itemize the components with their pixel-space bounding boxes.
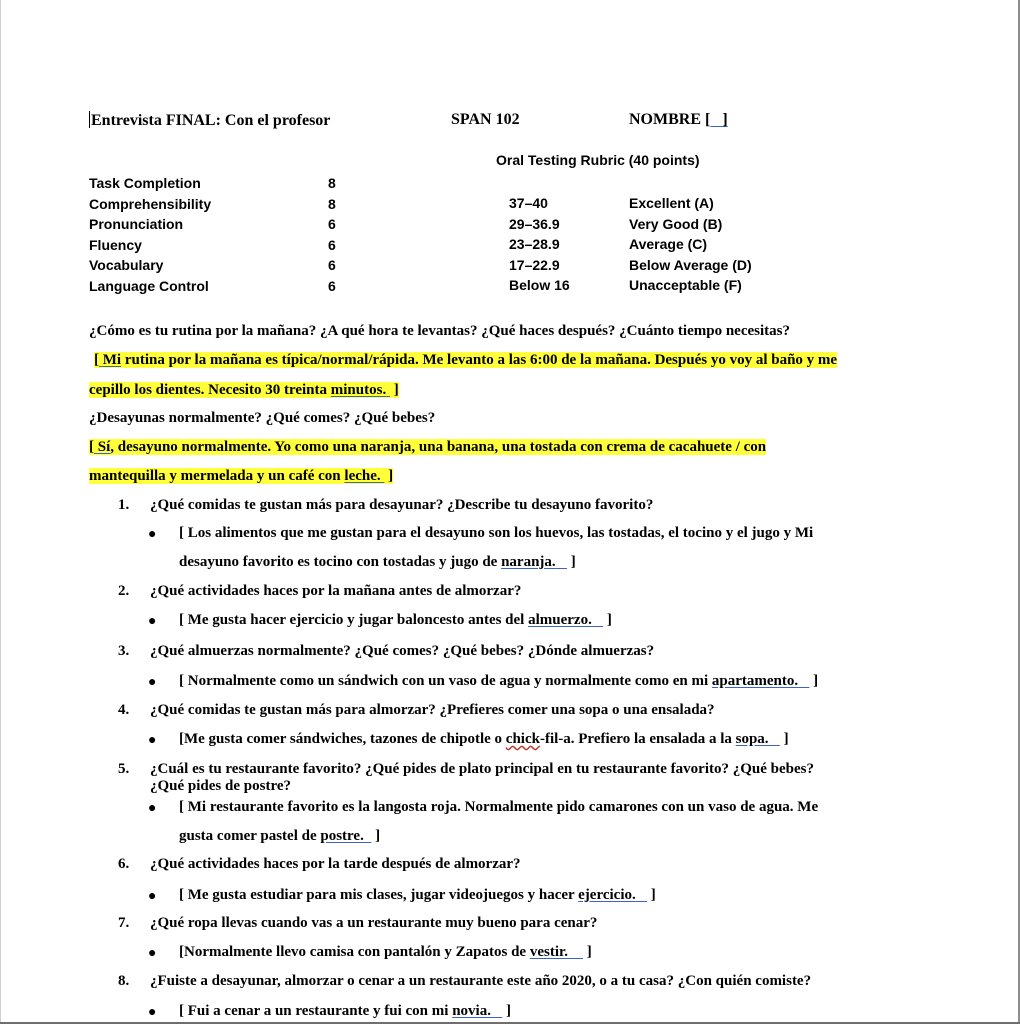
bullet-icon: ●: [148, 1005, 157, 1020]
criterion-points: 6: [328, 236, 336, 253]
answer-line[interactable]: [Normalmente llevo camisa con pantalón y Zapatos de vestir. ]: [179, 944, 592, 960]
question-text: ¿Qué comidas te gustan más para desayunar? ¿Describe tu desayuno favorito?: [150, 497, 654, 513]
question-text: ¿Cuál es tu restaurante favorito? ¿Qué pides de plato principal en tu restaurante favorito? ¿Qué bebes?: [150, 761, 815, 777]
question-text: ¿Qué actividades haces por la tarde después de almorzar?: [150, 856, 521, 872]
answer-line[interactable]: [ Los alimentos que me gustan para el desayuno son los huevos, las tostadas, el tocino y el jugo y Mi: [179, 525, 814, 541]
bullet-icon: ●: [148, 801, 157, 816]
criterion-name: Task Completion: [89, 175, 201, 191]
answer-line[interactable]: [ Me gusta hacer ejercicio y jugar baloncesto antes del almuerzo. ]: [179, 612, 612, 628]
grade-label: Very Good (B): [629, 215, 723, 232]
criterion-points: 6: [328, 216, 336, 232]
bullet-icon: ●: [148, 527, 157, 542]
question-text: ¿Fuiste a desayunar, almorzar o cenar a un restaurante este año 2020, o a tu casa? ¿Con quién comiste?: [150, 973, 812, 989]
bullet-icon: ●: [148, 675, 157, 690]
answer-line[interactable]: [ Mi restaurante favorito es la langosta roja. Normalmente pido camarones con un vaso de agua. Me: [179, 799, 819, 815]
answer-line[interactable]: gusta comer pastel de postre. ]: [179, 828, 381, 844]
answer-line[interactable]: [ Fui a cenar a un restaurante y fui con mi novia. ]: [179, 1003, 511, 1019]
bullet-icon: ●: [148, 889, 157, 904]
text-cursor: [89, 111, 90, 128]
criterion-points: 6: [328, 257, 336, 273]
grade-label: Unacceptable (F): [629, 277, 742, 293]
page-edge-left: [0, 0, 1, 1024]
criterion-points: 8: [328, 175, 336, 191]
intro-answer-2-line1[interactable]: [ Sí, desayuno normalmente. Yo como una naranja, una banana, una tostada con crema de cacahuete / con: [89, 439, 767, 455]
criterion-points: 8: [328, 195, 336, 212]
grade-label: Average (C): [629, 236, 708, 252]
bullet-icon: ●: [148, 614, 157, 629]
rubric-criteria: [89, 173, 211, 296]
answer-line[interactable]: [ Normalmente como un sándwich con un vaso de agua y normalmente como en mi apartamento. ]: [179, 673, 819, 689]
document-title: Entrevista FINAL: Con el profesor: [91, 112, 331, 129]
question-text: ¿Qué ropa llevas cuando vas a un restaurante muy bueno para cenar?: [150, 915, 598, 931]
course-code: SPAN 102: [451, 111, 520, 128]
question-number: 6.: [118, 856, 130, 872]
intro-answer-2-line2[interactable]: mantequilla y mermelada y un café con leche. ]: [89, 468, 394, 484]
grade-range: 29–36.9: [509, 215, 560, 232]
grade-label: Excellent (A): [629, 195, 714, 211]
question-number: 3.: [118, 643, 130, 659]
answer-line[interactable]: [ Me gusta estudiar para mis clases, jugar videojuegos y hacer ejercicio. ]: [179, 887, 656, 903]
criterion-name: Vocabulary: [89, 257, 164, 273]
criterion-name: Language Control: [89, 277, 209, 294]
grade-range: 17–22.9: [509, 256, 560, 273]
question-number: 8.: [118, 973, 130, 989]
intro-answer-1-line2[interactable]: cepillo los dientes. Necesito 30 treinta minutos. ]: [89, 382, 399, 398]
bullet-icon: ●: [148, 946, 157, 961]
grade-range: Below 16: [509, 277, 570, 293]
criterion-name: Fluency: [89, 236, 142, 253]
answer-line[interactable]: [Me gusta comer sándwiches, tazones de chipotle o chick-fil-a. Prefiero la ensalada a la sopa. ]: [179, 731, 789, 747]
intro-question-2: ¿Desayunas normalmente? ¿Qué comes? ¿Qué bebes?: [89, 410, 436, 426]
question-text-continued: ¿Qué pides de postre?: [150, 778, 291, 794]
bullet-icon: ●: [148, 733, 157, 748]
question-number: 7.: [118, 915, 130, 931]
grade-ranges: [509, 193, 570, 296]
grade-range: 23–28.9: [509, 236, 560, 252]
rubric-title: Oral Testing Rubric (40 points): [496, 152, 700, 168]
grade-label: Below Average (D): [629, 256, 752, 273]
name-field[interactable]: NOMBRE [ ]: [629, 111, 728, 128]
rubric-points: [328, 173, 336, 296]
question-text: ¿Qué comidas te gustan más para almorzar? ¿Prefieres comer una sopa o una ensalada?: [150, 702, 715, 718]
grade-range: 37–40: [509, 195, 548, 211]
question-text: ¿Qué actividades haces por la mañana antes de almorzar?: [150, 583, 522, 599]
intro-answer-1-line1[interactable]: [ Mi rutina por la mañana es típica/normal/rápida. Me levanto a las 6:00 de la mañana. Después yo voy al baño y me: [94, 352, 838, 368]
question-number: 1.: [118, 497, 130, 513]
answer-line[interactable]: desayuno favorito es tocino con tostadas y jugo de naranja. ]: [179, 554, 576, 570]
question-text: ¿Qué almuerzas normalmente? ¿Qué comes? ¿Qué bebes? ¿Dónde almuerzas?: [150, 643, 655, 659]
grade-labels: [629, 193, 752, 296]
question-number: 2.: [118, 583, 130, 599]
intro-question-1: ¿Cómo es tu rutina por la mañana? ¿A qué hora te levantas? ¿Qué haces después? ¿Cuánto tiempo necesitas?: [89, 323, 790, 339]
criterion-points: 6: [328, 277, 336, 294]
question-number: 4.: [118, 702, 130, 718]
criterion-name: Pronunciation: [89, 216, 184, 232]
criterion-name: Comprehensibility: [89, 195, 212, 212]
question-number: 5.: [118, 761, 130, 777]
